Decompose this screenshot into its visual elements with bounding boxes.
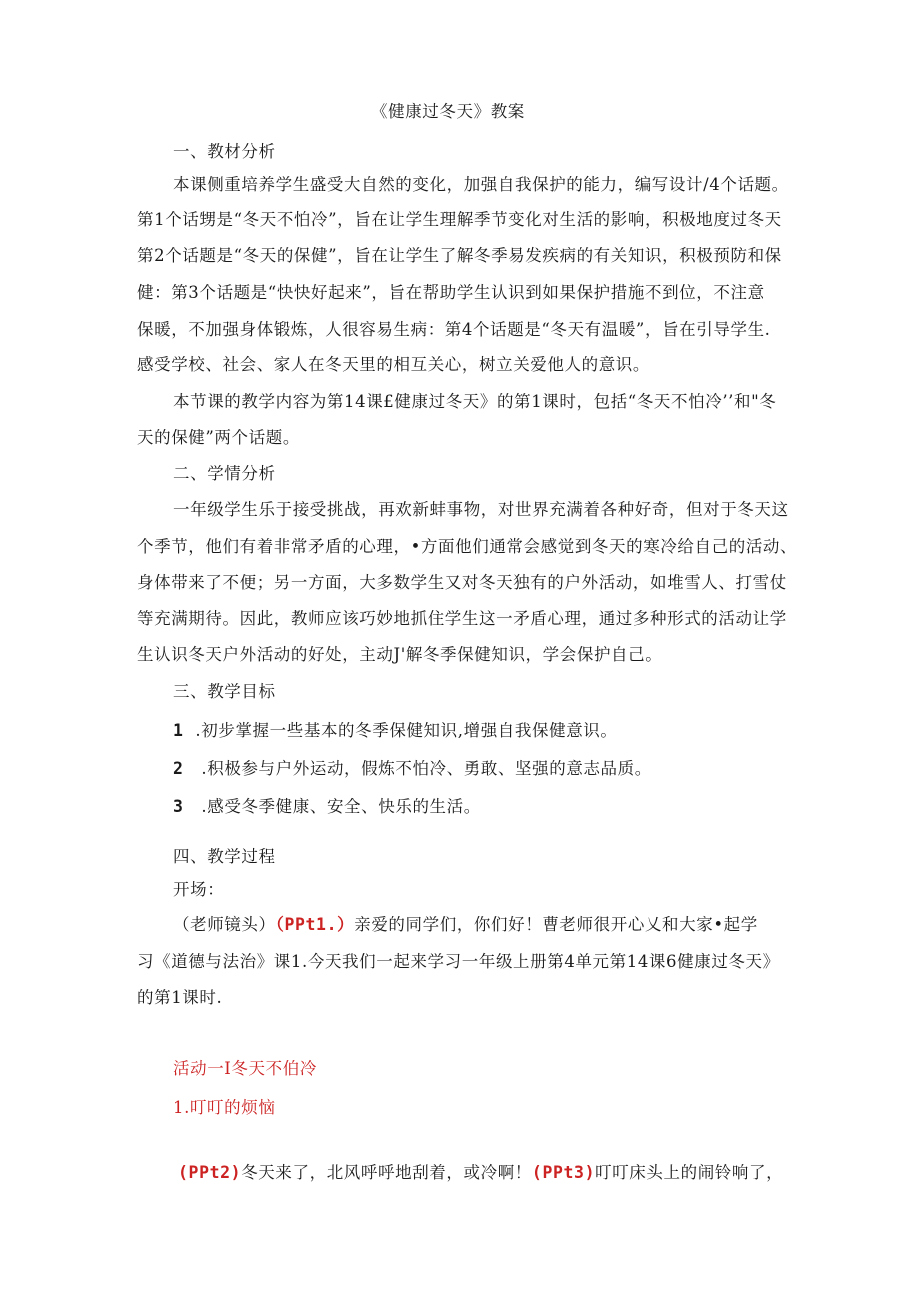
ppt-marker: （PPt1.）	[275, 915, 355, 934]
goal-number: 3	[173, 797, 184, 816]
activity-title: 活动一I冬天不伯冷	[173, 1059, 317, 1078]
paragraph-line: 生认识冬天户外活动的好处，主动J'解冬季保健知识，学会保护自己。	[137, 645, 663, 664]
paragraph-line: 个季节，他们有着非常矛盾的心理，•方面他们通常会感觉到冬天的寒冷给自己的活动、	[137, 537, 798, 556]
story-text: 冬天来了，北风呼呼地刮着，或冷啊！	[241, 1163, 532, 1182]
document-title: 《健康过冬天》教案	[371, 102, 525, 121]
paragraph-line: 习《道德与法治》课1.今天我们一起来学习一年级上册第4单元第14课6健康过冬天》	[137, 952, 780, 971]
goal-text: .感受冬季健康、安全、快乐的生活。	[201, 797, 481, 816]
paragraph-line: 等充满期待。因此，教师应该巧妙地抓住学生这一矛盾心理，通过多种形式的活动让学	[137, 609, 787, 628]
paragraph-line: 天的保健”两个话题。	[137, 428, 300, 447]
story-text: 叮叮床头上的闹铃响了，	[595, 1163, 784, 1182]
paragraph-line: 本课侧重培养学生盛受大自然的变化，加强自我保护的能力，编写设计/4个话题。	[173, 175, 789, 194]
ppt-marker: (PPt2)	[178, 1163, 242, 1182]
paragraph-line: 保暖，不加强身体锻炼，人很容易生病：第4个话题是“冬天有温暖”，旨在引导学生.	[137, 320, 771, 339]
goal-text: .积极参与户外运动，假炼不怕冷、勇敢、坚强的意志品质。	[201, 759, 652, 778]
goal-number: 1	[173, 721, 184, 740]
story-line	[178, 1162, 783, 1184]
paragraph-line: 第2个话题是“冬天的保健”，旨在让学生了解冬季易发疾病的有关知识，积极预防和保	[137, 246, 782, 265]
goal-number: 2	[173, 759, 184, 778]
paragraph-line: 感受学校、社会、家人在冬天里的相互关心，树立关爱他人的意识。	[137, 355, 650, 374]
ppt-marker: (PPt3)	[531, 1163, 596, 1182]
section-heading-students: 二、学情分析	[173, 464, 276, 483]
activity-subheading: 1.叮叮的烦恼	[173, 1098, 276, 1117]
section-heading-goals: 三、教学目标	[173, 682, 276, 701]
intro-text: 亲爱的同学们，你们好！曹老师很开心乂和大家•起学	[354, 915, 758, 934]
goal-text: .初步掌握一些基本的冬季保健知识,增强自我保健意识。	[195, 721, 618, 740]
camera-note: （老师镜头）	[173, 915, 276, 934]
paragraph-line: 第1个话甥是“冬天不怕冷”，旨在让学生理解季节变化对生活的影响，积极地度过冬天	[137, 210, 782, 229]
section-heading-materials: 一、教材分析	[173, 142, 276, 161]
goal-item	[173, 796, 481, 818]
paragraph-line: 健：第3个话题是“快快好起来”，旨在帮助学生认识到如果保护措施不到位，不注意	[137, 283, 765, 302]
intro-line	[173, 914, 758, 936]
goal-item	[173, 758, 652, 780]
paragraph-line: 身体带来了不便；另一方面，大多数学生又对冬天独有的户外活动，如堆雪人、打雪仗	[137, 573, 787, 592]
section-heading-process: 四、教学过程	[173, 847, 276, 866]
paragraph-line: 本节课的教学内容为第14课£健康过冬天》的第1课时，包括“冬天不怕冷’’和"冬	[173, 392, 777, 411]
paragraph-line: 一年级学生乐于接受挑战，再欢新蚌事物，对世界充满着各种好奇，但对于冬天这	[173, 500, 789, 519]
goal-item	[173, 720, 618, 742]
paragraph-line: 的第1课时.	[137, 988, 223, 1007]
opening-label: 开场：	[173, 880, 225, 899]
